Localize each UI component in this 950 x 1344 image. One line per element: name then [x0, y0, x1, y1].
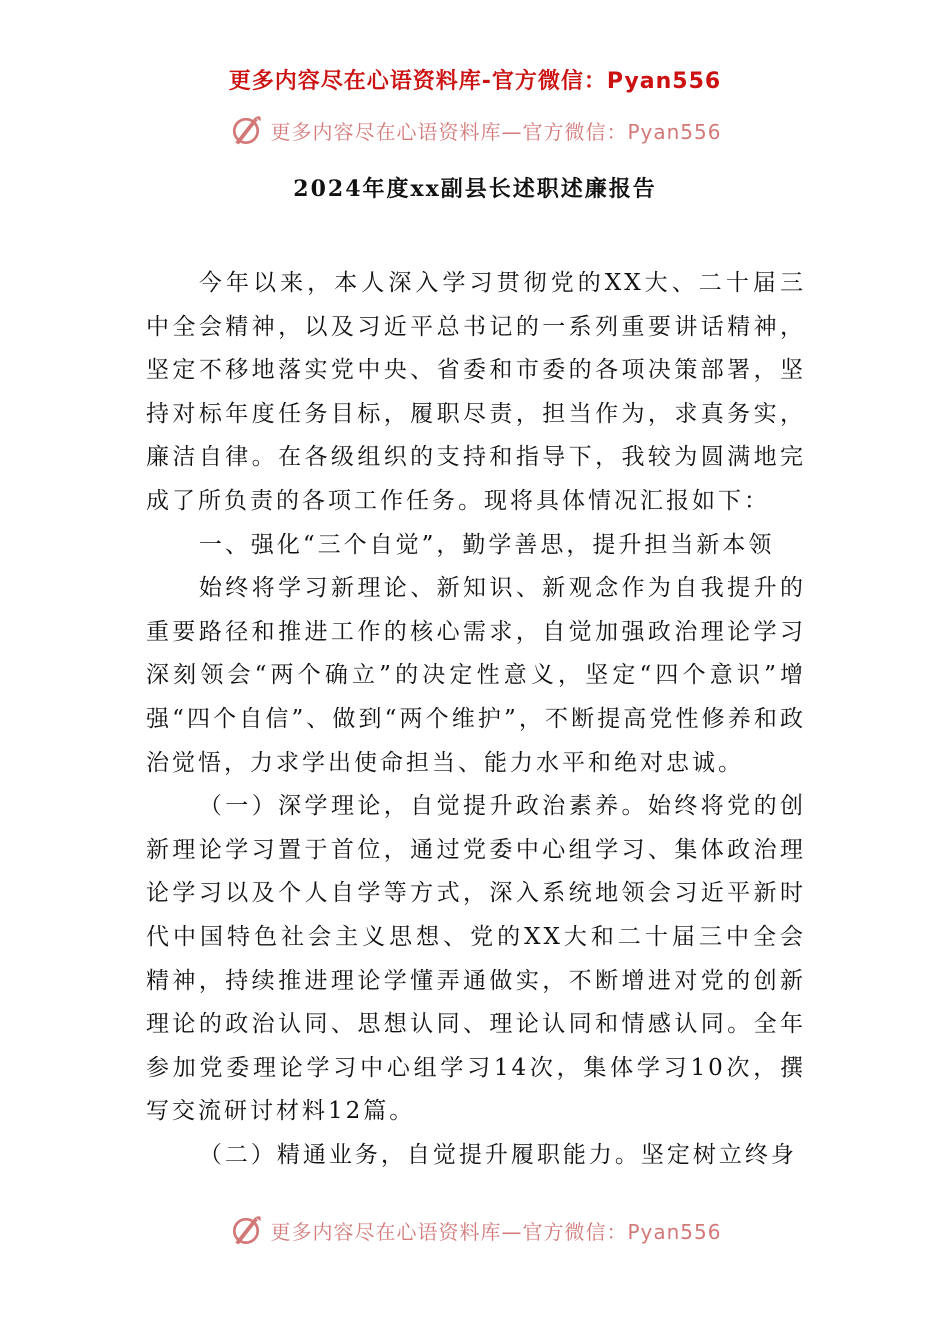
- quill-circle-icon: [228, 112, 264, 148]
- document-title: 2024年度xx副县长述职述廉报告: [293, 176, 657, 202]
- section-heading-1: 一、强化“三个自觉”，勤学善思，提升担当新本领: [198, 531, 775, 558]
- quill-circle-icon: [228, 1212, 264, 1248]
- paragraph-subsection-2: （二）精通业务，自觉提升履职能力。坚定树立终身: [198, 1141, 797, 1168]
- watermark-text: 更多内容尽在心语资料库—官方微信：Pyan556: [270, 119, 722, 144]
- watermark-bottom: [0, 1212, 950, 1248]
- document-body: [146, 262, 806, 1177]
- top-banner: 更多内容尽在心语资料库-官方微信：Pyan556: [228, 69, 722, 94]
- paragraph-subsection-1: （一）深学理论，自觉提升政治素养。始终将党的创新理论学习置于首位，通过党委中心组学习、集体政治理论学习以及个人自学等方式，深入系统地领会习近平新时代中国特色社会主义思想、党的XX大和二十届三中全会精神，持续推进理论学懂弄通做实，不断增进对党的创新理论的政治认同、思想认同、理论认同和情感认同。全年参加党委理论学习中心组学习14次，集体学习10次，撰写交流研讨材料12篇。: [146, 793, 806, 1125]
- watermark-top: [0, 112, 950, 148]
- paragraph-intro: 今年以来，本人深入学习贯彻党的XX大、二十届三中全会精神，以及习近平总书记的一系列重要讲话精神，坚定不移地落实党中央、省委和市委的各项决策部署，坚持对标年度任务目标，履职尽责，担当作为，求真务实，廉洁自律。在各级组织的支持和指导下，我较为圆满地完成了所负责的各项工作任务。现将具体情况汇报如下：: [146, 270, 806, 514]
- paragraph-section-1: 始终将学习新理论、新知识、新观念作为自我提升的重要路径和推进工作的核心需求，自觉加强政治理论学习深刻领会“两个确立”的决定性意义，坚定“四个意识”增强“四个自信”、做到“两个维护”，不断提高党性修养和政治觉悟，力求学出使命担当、能力水平和绝对忠诚。: [146, 575, 806, 776]
- watermark-text: 更多内容尽在心语资料库—官方微信：Pyan556: [270, 1219, 722, 1244]
